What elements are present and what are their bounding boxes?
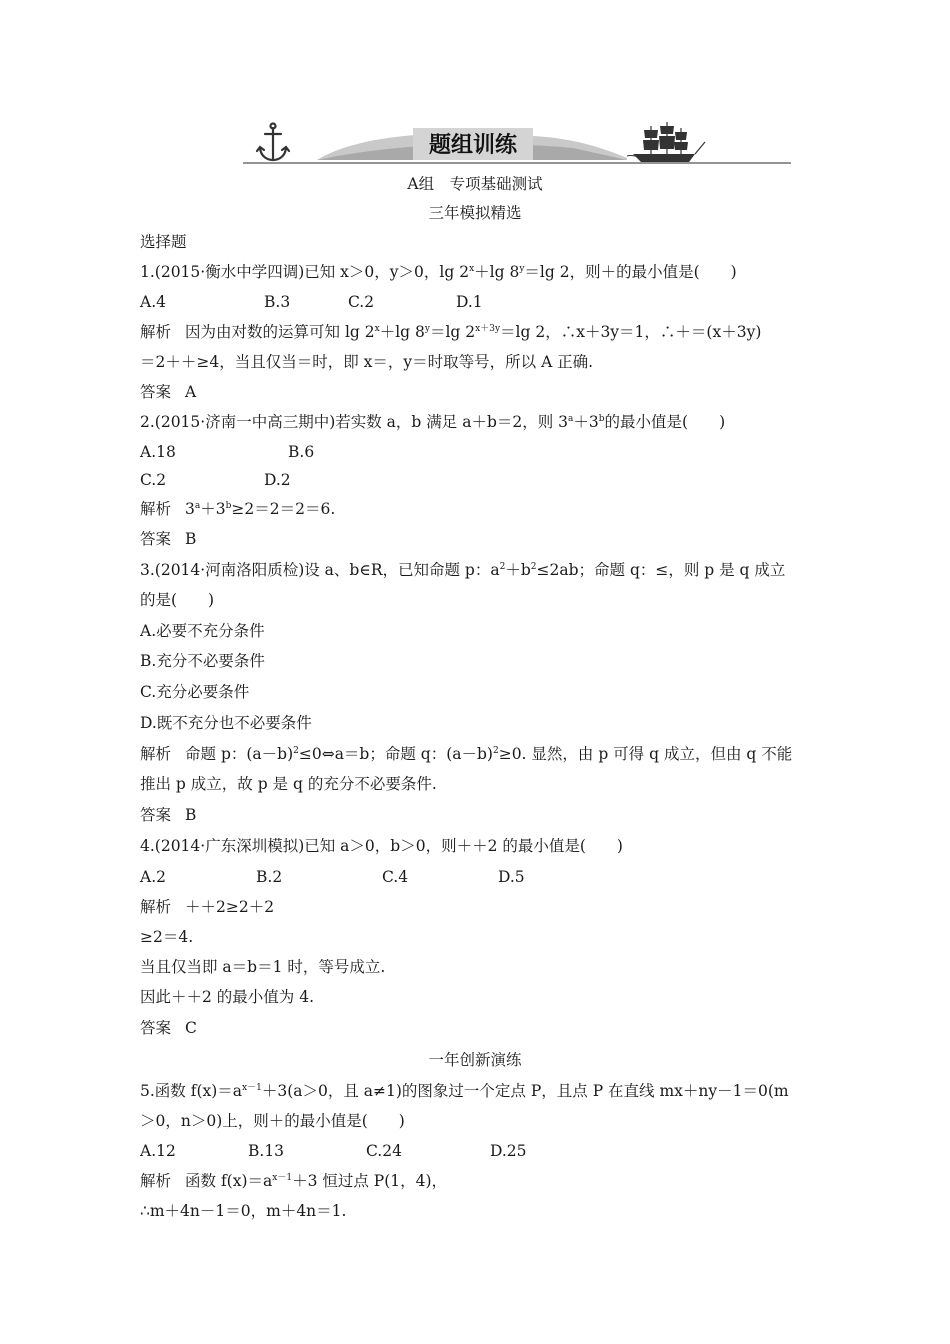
question-2-stem: 2.(2015·济南一中高三期中)若实数 a，b 满足 a＋b＝2，则 $3^a+3^b$的最小值是( ) [140,413,726,431]
option: D.2 [264,471,291,489]
question-2-answer: 答案 B [140,530,197,548]
option: A.2 [140,868,166,886]
question-2-options-row1 [140,442,314,462]
question-5-analysis-cont: ∴m＋4n－1＝0，m＋4n＝1. [140,1202,347,1220]
question-3-analysis: 解析 命题 p：$(a-b)^2\le 0\Leftrightarrow a=b$；命题 q：$(a-b)^2\ge 0$. 显然，由 p 可得 q 成立，但由 q 不能 [140,745,793,763]
question-3-answer: 答案 B [140,806,197,824]
question-4-answer: 答案 C [140,1019,197,1037]
option: D.25 [490,1142,527,1160]
question-4-analysis-line4: 因此＋＋2 的最小值为 4. [140,988,315,1006]
question-1-analysis: 解析 因为由对数的运算可知 $\lg 2^x+\lg$ $8^y=\lg$ $2^{x+3y}=\lg$ 2，∴x＋3y＝1，∴＋＝(x＋3y) [140,323,762,341]
question-3-option-b: B.充分不必要条件 [140,652,265,670]
question-3-option-d: D.既不充分也不必要条件 [140,714,312,732]
option: C.2 [140,471,167,489]
option: C.4 [382,868,409,886]
question-1-answer: 答案 A [140,383,197,401]
question-5-options [140,1141,527,1161]
option: B.13 [248,1142,285,1160]
question-3-option-c: C.充分必要条件 [140,683,250,701]
option: B.2 [256,868,283,886]
question-4-analysis-line2: ≥2＝4. [140,928,194,946]
question-1-options [140,292,483,312]
question-type: 选择题 [140,233,187,251]
subsection-heading-2: 一年创新演练 [428,1051,522,1069]
subsection-heading: 三年模拟精选 [428,204,522,222]
question-5-analysis: 解析 函数 $f(x)=a^{x-1}+3$ 恒过点 P(1，4)， [140,1172,448,1190]
anchor-icon [257,124,289,161]
banner-title: 题组训练 [428,133,518,158]
question-5-stem: 5.函数 $f(x)=a^{x-1}+3(a>0$，且 a≠1)的图象过一个定点 P，且点 P 在直线 mx＋ny－1＝0(m [140,1082,789,1100]
option: C.2 [348,293,375,311]
question-3-option-a: A.必要不充分条件 [140,622,265,640]
option: D.5 [498,868,525,886]
question-5-stem-cont: ＞0，n＞0)上，则＋的最小值是( ) [140,1112,405,1130]
group-heading: A组 专项基础测试 [407,175,543,193]
question-2-analysis: 解析 $3^a+3^b\ge 2=2=2=6$. [140,500,336,518]
option: B.6 [288,443,315,461]
question-2-options-row2 [140,470,291,490]
question-4-stem: 4.(2014·广东深圳模拟)已知 a＞0，b＞0，则＋＋2 的最小值是( ) [140,837,623,855]
question-1-stem: 1.(2015·衡水中学四调)已知 x＞0，y＞0，$\lg 2^x+\lg$ $8^y=\lg$ 2，则＋的最小值是( ) [140,263,737,281]
option: C.24 [366,1142,402,1160]
sailing-ship-icon [627,122,705,162]
question-4-analysis-line3: 当且仅当即 a＝b＝1 时，等号成立. [140,958,386,976]
option: B.3 [264,293,291,311]
question-4-analysis: 解析 ＋＋2≥2＋2 [140,898,275,916]
option: A.18 [140,443,176,461]
question-4-options [140,867,525,887]
question-1-analysis-cont: ＝2＋＋≥4，当且仅当＝时，即 x＝，y＝时取等号，所以 A 正确. [140,353,594,371]
section-banner [243,118,791,166]
question-3-analysis-cont: 推出 p 成立，故 p 是 q 的充分不必要条件. [140,775,437,793]
option: D.1 [456,293,483,311]
option: A.12 [140,1142,176,1160]
option: A.4 [140,293,166,311]
question-3-stem: 3.(2014·河南洛阳质检)设 a、b∈R，已知命题 p：$a^2+b^2\le 2ab$；命题 q：≤，则 p 是 q 成立 [140,561,786,579]
question-3-stem-cont: 的是( ) [140,591,215,609]
